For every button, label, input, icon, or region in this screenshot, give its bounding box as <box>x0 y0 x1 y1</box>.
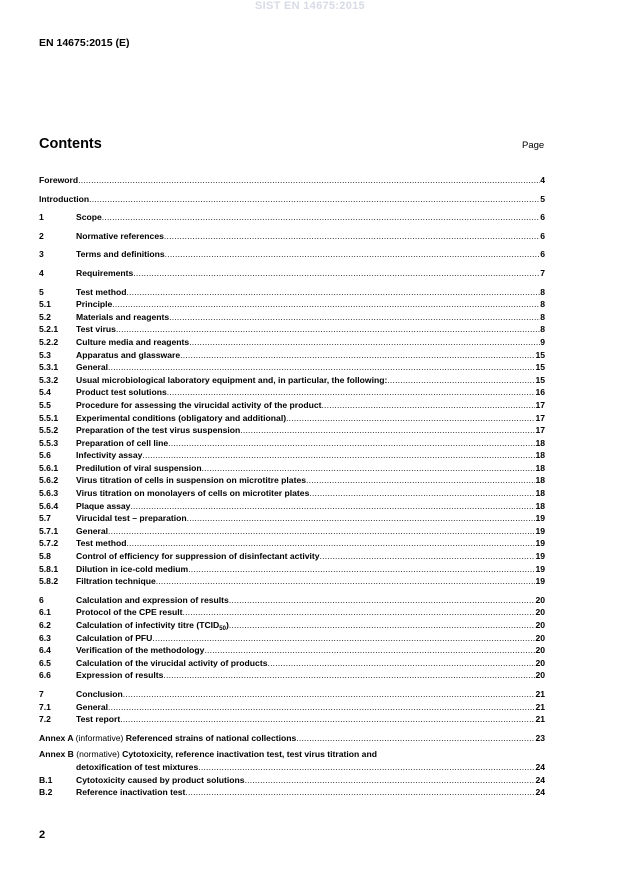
toc-number: 5.3.2 <box>39 374 59 385</box>
toc-title: Culture media and reagents <box>76 336 190 347</box>
toc-leader <box>185 786 535 799</box>
toc-leader <box>169 311 540 324</box>
toc-title: Predilution of viral suspension <box>76 462 202 473</box>
toc-page: 19 <box>535 563 545 574</box>
toc-title-text: Calculation of infectivity titre (TCID <box>76 620 220 630</box>
toc-entry[interactable] <box>39 774 545 787</box>
annex-a-title <box>39 732 296 745</box>
toc-page: 21 <box>535 714 545 725</box>
toc-title: Cytotoxicity caused by product solutions <box>76 774 245 785</box>
toc-page: 15 <box>535 349 545 360</box>
toc-title: Test report <box>76 714 121 725</box>
toc-entry[interactable] <box>39 701 545 714</box>
toc-page: 17 <box>535 399 545 410</box>
toc-entry[interactable] <box>39 500 545 513</box>
toc-entry[interactable] <box>39 713 545 726</box>
toc-title: Test virus <box>76 324 116 335</box>
toc-title: Control of efficiency for suppression of disinfectant activity <box>76 551 320 562</box>
toc-number: 6.2 <box>39 620 51 630</box>
toc-title: Test method <box>76 286 127 297</box>
toc-leader <box>320 550 536 563</box>
toc-entry[interactable] <box>39 230 545 243</box>
toc-entry[interactable] <box>39 537 545 550</box>
toc-leader <box>120 713 535 726</box>
toc-title: Protocol of the CPE result <box>76 607 183 618</box>
toc-number: 5.5.3 <box>39 437 59 448</box>
toc-page: 18 <box>535 462 545 473</box>
toc-leader <box>204 644 535 657</box>
toc-leader <box>187 512 536 525</box>
toc-page: 18 <box>535 475 545 486</box>
toc-number: 5.8.1 <box>39 563 59 574</box>
toc-entry[interactable] <box>39 525 545 538</box>
toc-page: 9 <box>540 336 545 347</box>
contents-title: Contents <box>39 136 102 152</box>
toc-leader <box>116 323 540 336</box>
toc-leader <box>108 701 535 714</box>
toc-title: Terms and definitions <box>76 249 165 260</box>
toc-title <box>76 619 229 632</box>
toc-page: 19 <box>535 551 545 562</box>
toc-page: 20 <box>535 670 545 681</box>
toc-number: 6.1 <box>39 607 51 618</box>
toc-leader <box>180 349 535 362</box>
toc-entry[interactable] <box>39 688 545 701</box>
toc-entry[interactable] <box>39 449 545 462</box>
page-column-label: Page <box>522 140 545 151</box>
table-of-contents <box>39 174 545 799</box>
toc-entry-annex-b-cont[interactable] <box>39 761 545 774</box>
toc-page: 20 <box>535 645 545 656</box>
toc-title: Filtration technique <box>76 576 156 587</box>
toc-entry[interactable] <box>39 563 545 576</box>
toc-leader <box>182 606 535 619</box>
toc-entry[interactable] <box>39 386 545 399</box>
toc-number: 6.6 <box>39 670 51 681</box>
toc-page: 21 <box>535 701 545 712</box>
page-number: 2 <box>39 829 46 841</box>
toc-number: 5 <box>39 286 44 297</box>
toc-entry-annex-a[interactable] <box>39 732 545 745</box>
toc-title: Expression of results <box>76 670 164 681</box>
toc-entry[interactable] <box>39 474 545 487</box>
toc-page: 15 <box>535 362 545 373</box>
toc-number: 1 <box>39 212 44 223</box>
toc-page: 8 <box>540 324 545 335</box>
toc-page: 6 <box>540 230 545 241</box>
toc-leader <box>229 619 536 632</box>
toc-number: 5.1 <box>39 299 51 310</box>
toc-title-suffix: ) <box>225 620 229 630</box>
toc-title: Virus titration on monolayers of cells on microtiter plates <box>76 488 310 499</box>
toc-entry[interactable] <box>39 594 545 607</box>
toc-page: 23 <box>535 732 545 743</box>
toc-entry[interactable] <box>39 644 545 657</box>
toc-number: 6 <box>39 594 44 605</box>
toc-entry[interactable] <box>39 669 545 682</box>
toc-page: 20 <box>535 594 545 605</box>
toc-leader <box>102 211 540 224</box>
annex-b-title-line1: Cytotoxicity, reference inactivation test, test virus titration and <box>122 749 377 760</box>
toc-number: 6.4 <box>39 645 51 656</box>
toc-entry[interactable] <box>39 487 545 500</box>
toc-title: Test method <box>76 538 127 549</box>
toc-leader <box>245 774 536 787</box>
toc-entry[interactable] <box>39 786 545 799</box>
toc-page: 20 <box>535 632 545 643</box>
toc-entry[interactable] <box>39 512 545 525</box>
toc-title: Apparatus and glassware <box>76 349 181 360</box>
toc-leader <box>165 248 541 261</box>
toc-title: Requirements <box>76 267 134 278</box>
toc-number: 5.6.2 <box>39 475 59 486</box>
toc-title: Usual microbiological laboratory equipment and, in particular, the following: <box>76 374 388 385</box>
toc-title: Procedure for assessing the virucidal activity of the product <box>76 399 322 410</box>
toc-page: 18 <box>535 500 545 511</box>
toc-title: Experimental conditions (obligatory and additional) <box>76 412 287 423</box>
toc-page: 8 <box>540 299 545 310</box>
toc-page: 8 <box>540 286 545 297</box>
toc-leader <box>189 336 540 349</box>
toc-leader <box>164 230 540 243</box>
toc-title: Scope <box>76 212 102 223</box>
toc-entry-introduction[interactable] <box>39 193 545 206</box>
toc-number: 5.2.1 <box>39 324 59 335</box>
toc-number: 5.3 <box>39 349 51 360</box>
toc-page: 21 <box>535 688 545 699</box>
toc-number: 5.6 <box>39 450 51 461</box>
toc-title: Plaque assay <box>76 500 131 511</box>
toc-entry[interactable] <box>39 412 545 425</box>
toc-entry[interactable] <box>39 606 545 619</box>
toc-title: Introduction <box>39 193 90 204</box>
toc-entry[interactable] <box>39 619 545 632</box>
toc-leader <box>142 449 535 462</box>
annex-a-type: (informative) <box>75 732 124 743</box>
toc-leader <box>188 563 535 576</box>
toc-entry[interactable] <box>39 267 545 280</box>
toc-page: 20 <box>535 657 545 668</box>
toc-title: Foreword <box>39 175 79 185</box>
toc-leader <box>286 412 535 425</box>
document-id: EN 14675:2015 (E) <box>39 37 130 49</box>
toc-page: 17 <box>535 412 545 423</box>
toc-leader <box>108 361 535 374</box>
toc-leader <box>198 761 535 774</box>
toc-number: 4 <box>39 267 44 278</box>
toc-page: 6 <box>540 212 545 223</box>
toc-number: 5.5 <box>39 399 51 410</box>
toc-number: 3 <box>39 249 44 260</box>
toc-page: 19 <box>535 525 545 536</box>
toc-title: Calculation of PFU <box>76 632 153 643</box>
toc-title: Preparation of cell line <box>76 437 169 448</box>
toc-leader <box>387 374 535 387</box>
annex-a-title-text: Referenced strains of national collections <box>125 732 297 743</box>
toc-number: B.2 <box>39 787 53 798</box>
toc-entry[interactable] <box>39 349 545 362</box>
toc-number: 5.5.1 <box>39 412 59 423</box>
toc-page: 20 <box>535 620 545 630</box>
toc-leader <box>167 386 536 399</box>
toc-title: Preparation of the test virus suspension <box>76 425 241 436</box>
annex-b-prefix: Annex B <box>39 749 74 760</box>
toc-leader <box>229 594 536 607</box>
toc-entry[interactable] <box>39 211 545 224</box>
toc-number: 5.7.2 <box>39 538 59 549</box>
toc-page: 24 <box>535 787 545 798</box>
toc-leader <box>133 267 540 280</box>
toc-number: 5.2 <box>39 311 51 322</box>
toc-leader <box>309 487 535 500</box>
toc-page: 6 <box>540 249 545 260</box>
toc-entry[interactable] <box>39 286 545 299</box>
toc-number: 5.8.2 <box>39 576 59 587</box>
toc-leader <box>126 537 535 550</box>
toc-page: 19 <box>535 576 545 587</box>
toc-number: B.1 <box>39 774 53 785</box>
toc-page: 7 <box>540 267 545 278</box>
toc-entry[interactable] <box>39 424 545 437</box>
toc-entry[interactable] <box>39 298 545 311</box>
toc-entry-foreword[interactable] <box>39 174 545 187</box>
toc-entry[interactable] <box>39 462 545 475</box>
toc-entry[interactable] <box>39 323 545 336</box>
toc-number: 7.1 <box>39 701 51 712</box>
toc-leader <box>112 298 540 311</box>
toc-leader <box>156 575 536 588</box>
toc-page: 24 <box>535 761 545 772</box>
toc-entry[interactable] <box>39 311 545 324</box>
toc-leader <box>321 399 535 412</box>
toc-leader <box>78 174 540 187</box>
toc-title: Conclusion <box>76 688 123 699</box>
toc-title: General <box>76 701 109 712</box>
toc-page: 15 <box>535 374 545 385</box>
toc-page: 17 <box>535 425 545 436</box>
toc-leader <box>108 525 535 538</box>
toc-title: Virucidal test – preparation <box>76 513 187 524</box>
toc-number: 5.7.1 <box>39 525 59 536</box>
toc-page: 8 <box>540 311 545 322</box>
toc-entry[interactable] <box>39 248 545 261</box>
toc-leader <box>89 193 540 206</box>
toc-page: 20 <box>535 607 545 618</box>
toc-leader <box>126 286 540 299</box>
toc-number: 5.6.4 <box>39 500 59 511</box>
toc-title: Product test solutions <box>76 387 167 398</box>
toc-entry[interactable] <box>39 657 545 670</box>
annex-a-prefix: Annex A <box>39 732 74 743</box>
toc-title: Principle <box>76 299 113 310</box>
toc-page: 18 <box>535 450 545 461</box>
toc-number: 7 <box>39 688 44 699</box>
toc-number: 5.7 <box>39 513 51 524</box>
toc-number: 5.4 <box>39 387 51 398</box>
annex-b-title-line2: detoxification of test mixtures <box>76 761 199 772</box>
toc-number: 6.3 <box>39 632 51 643</box>
toc-entry[interactable] <box>39 361 545 374</box>
toc-leader <box>152 632 535 645</box>
toc-number: 2 <box>39 230 44 241</box>
toc-title-subscript: 50 <box>219 626 226 632</box>
toc-leader <box>306 474 535 487</box>
toc-title: Materials and reagents <box>76 311 170 322</box>
toc-title: Virus titration of cells in suspension on microtitre plates <box>76 475 307 486</box>
toc-entry[interactable] <box>39 374 545 387</box>
toc-entry[interactable] <box>39 575 545 588</box>
toc-page: 19 <box>535 513 545 524</box>
toc-entry[interactable] <box>39 399 545 412</box>
toc-number: 5.8 <box>39 551 51 562</box>
annex-b-type: (normative) <box>76 749 120 760</box>
toc-leader <box>202 462 536 475</box>
toc-leader <box>130 500 535 513</box>
toc-page: 5 <box>540 193 545 204</box>
toc-title: General <box>76 362 109 373</box>
toc-title: General <box>76 525 109 536</box>
toc-entry[interactable] <box>39 632 545 645</box>
toc-leader <box>240 424 535 437</box>
toc-page: 4 <box>540 175 545 185</box>
toc-title: Normative references <box>76 230 164 241</box>
toc-title: Calculation and expression of results <box>76 594 229 605</box>
toc-title: Verification of the methodology <box>76 645 205 656</box>
toc-number: 7.2 <box>39 714 51 725</box>
toc-leader <box>123 688 536 701</box>
toc-title: Infectivity assay <box>76 450 143 461</box>
toc-title: Reference inactivation test <box>76 787 186 798</box>
toc-entry[interactable] <box>39 336 545 349</box>
toc-page: 16 <box>535 387 545 398</box>
toc-entry-annex-b[interactable] <box>39 748 545 761</box>
watermark: SIST EN 14675:2015 <box>255 0 365 12</box>
toc-entry[interactable] <box>39 437 545 450</box>
toc-leader <box>163 669 535 682</box>
toc-page: 18 <box>535 488 545 499</box>
toc-title: Calculation of the virucidal activity of products <box>76 657 268 668</box>
toc-number: 5.2.2 <box>39 336 59 347</box>
toc-number: 5.6.1 <box>39 462 59 473</box>
toc-number: 5.5.2 <box>39 425 59 436</box>
toc-entry[interactable] <box>39 550 545 563</box>
toc-title: Dilution in ice-cold medium <box>76 563 189 574</box>
toc-leader <box>168 437 535 450</box>
toc-number: 5.3.1 <box>39 362 59 373</box>
toc-number: 6.5 <box>39 657 51 668</box>
toc-number: 5.6.3 <box>39 488 59 499</box>
toc-page: 24 <box>535 774 545 785</box>
toc-page: 18 <box>535 437 545 448</box>
toc-leader <box>267 657 535 670</box>
toc-page: 19 <box>535 538 545 549</box>
toc-leader <box>296 732 535 745</box>
